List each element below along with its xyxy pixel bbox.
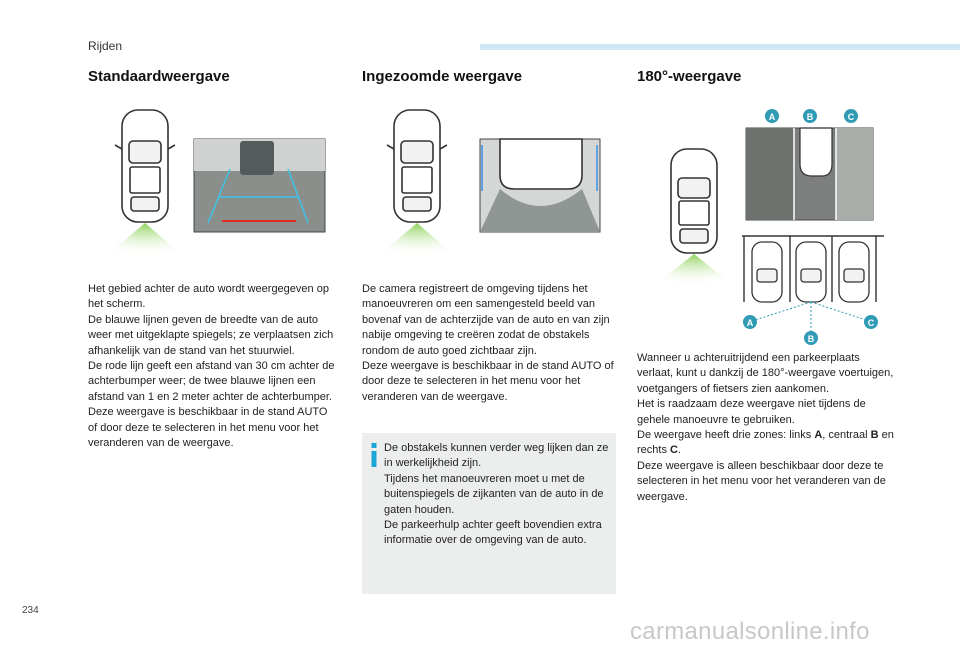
- camera-cone: [105, 223, 185, 257]
- note-paragraph: De obstakels kunnen verder weg lijken dan ze in werkelijkheid zijn.: [384, 442, 609, 470]
- paragraph: De rode lijn geeft een afstand van 30 cm achter de achterbumper weer; de twee blauwe lijnen een afstand van 1 en 2 meter achter de achterbumper.: [88, 360, 335, 403]
- zone-label-b-bottom: B: [807, 334, 815, 344]
- zone-a-ref: A: [814, 429, 823, 442]
- car-top-view: [115, 110, 175, 222]
- page-number: 234: [22, 605, 39, 616]
- header-bar: [480, 44, 960, 50]
- camera-cone: [377, 223, 457, 257]
- watermark: carmanualsonline.info: [630, 618, 870, 645]
- 180-view-illustration: [640, 104, 890, 349]
- zoomed-view-illustration: [372, 105, 602, 260]
- zone-label-a-bottom: A: [746, 318, 754, 328]
- rear-camera-screen: [194, 139, 325, 232]
- car-top-view: [671, 149, 717, 253]
- zones-paragraph: De weergave heeft drie zones: links A, centraal B en rechts C.: [637, 429, 894, 457]
- zone-b-ref: B: [870, 429, 879, 442]
- paragraph: Het is raadzaam deze weergave niet tijdens de gehele manoeuvre te gebruiken.: [637, 398, 866, 426]
- heading-standaardweergave: Standaardweergave: [88, 68, 230, 85]
- section-label: Rijden: [88, 39, 123, 53]
- note-paragraph: De parkeerhulp achter geeft bovendien extra informatie over de omgeving van de auto.: [384, 519, 602, 547]
- paragraph: Deze weergave is beschikbaar in de stand AUTO of door deze te selecteren in het menu voor het veranderen van de weergave.: [362, 360, 614, 403]
- camera-cone: [654, 254, 734, 286]
- zone-c-ref: C: [670, 444, 678, 457]
- paragraph: Deze weergave is beschikbaar in de stand AUTO of door deze te selecteren in het menu voor het veranderen van de weergave.: [88, 406, 328, 450]
- zone-label-c-bottom: C: [867, 318, 875, 328]
- paragraph: De camera registreert de omgeving tijdens het manoeuvreren om een samengesteld beeld van bovenaf van de achterzijde van de auto en van zijn nabije omgeving te creëren zodat de obstakels rondom de auto goed zichtbaar zijn.: [362, 283, 610, 357]
- parked-cars: [752, 242, 869, 302]
- 180-view-text: [637, 351, 895, 505]
- car-top-view: [387, 110, 447, 222]
- heading-ingezoomde-weergave: Ingezoomde weergave: [362, 68, 523, 85]
- paragraph: Het gebied achter de auto wordt weergegeven op het scherm.: [88, 283, 329, 311]
- heading-180-weergave: 180°-weergave: [637, 68, 742, 85]
- zone-label-c-top: C: [847, 112, 855, 122]
- 180-camera-screen: [746, 128, 873, 220]
- info-icon: [370, 443, 378, 467]
- paragraph: Wanneer u achteruitrijdend een parkeerplaats verlaat, kunt u dankzij de 180°-weergave voertuigen, voetgangers of fietsers zien aankomen.: [637, 352, 894, 395]
- paragraph: De blauwe lijnen geven de breedte van de auto weer met uitgeklapte spiegels; ze verplaatsen zich afhankelijk van de stand van het stuurwiel.: [88, 313, 334, 357]
- standard-view-illustration: [100, 105, 330, 260]
- standard-view-text: [88, 282, 338, 451]
- zone-lines: [755, 302, 866, 334]
- note-paragraph: Tijdens het manoeuvreren moet u met de buitenspiegels de zijkanten van de auto in de gaten houden.: [384, 472, 604, 516]
- zoomed-view-text: [362, 282, 616, 405]
- zone-badges-top: [765, 109, 858, 123]
- zone-label-a-top: A: [768, 112, 776, 122]
- info-note: [362, 433, 616, 594]
- zoomed-camera-screen: [480, 139, 600, 232]
- zone-label-b-top: B: [806, 112, 814, 122]
- paragraph: Deze weergave is alleen beschikbaar door deze te selecteren in het menu voor het veranderen van de weergave.: [637, 459, 886, 503]
